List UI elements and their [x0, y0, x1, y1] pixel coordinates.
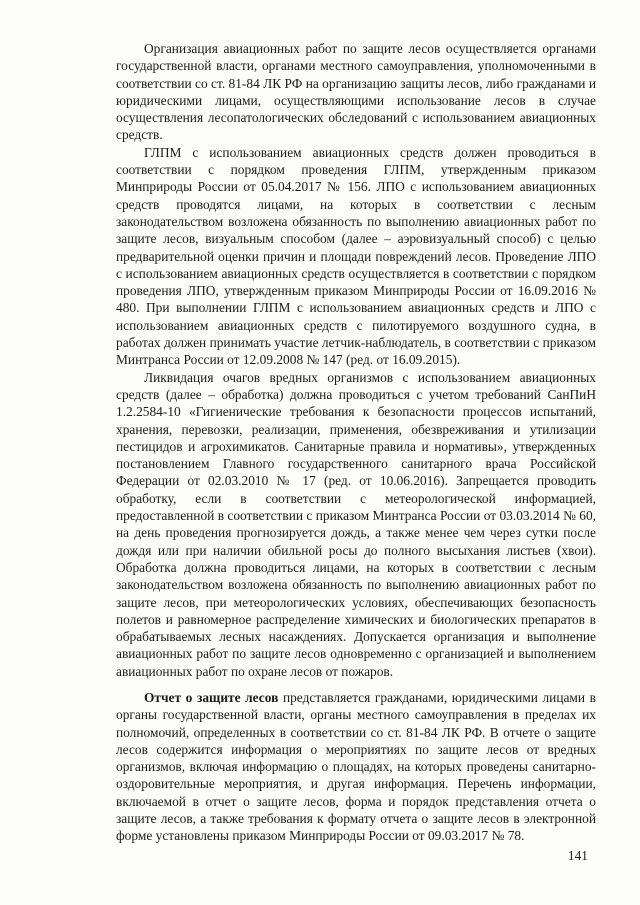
- paragraph-text: представляется гражданами, юридическими лицами в органы государственной власти, органы местного самоуправления в пределах их полномочий, определенных в соответствии со ст. 81-84 ЛК РФ. В отчете о защите лесов содержится информация о мероприятиях по защите лесов от вредных организмов, включая информацию о площадях, на которых проведены санитарно-оздоровительные мероприятия, и другая информация. Перечень информации, включаемой в отчет о защите лесов, форма и порядок представления отчета о защите лесов, а также требования к формату отчета о защите лесов в электронной форме установлены приказом Минприроды России от 09.03.2017 № 78.: [116, 689, 596, 844]
- paragraph-aviation-organization: [116, 40, 596, 144]
- paragraph-text: Организация авиационных работ по защите лесов осуществляется органами государственной власти, органами местного самоуправления, уполномоченными в соответствии со ст. 81-84 ЛК РФ на организацию защиты лесов, либо гражданами и юридическими лицами, осуществляющими использование лесов в случае осуществления лесопатологических обследований с использованием авиационных средств.: [116, 41, 596, 143]
- page-number: 141: [567, 848, 588, 863]
- paragraph-glpm: [116, 144, 596, 369]
- paragraph-forest-report: [116, 689, 596, 845]
- body-text: [116, 40, 596, 845]
- paragraph-text: Ликвидация очагов вредных организмов с использованием авиационных средств (далее – обработка) должна проводиться с учетом требований СанПиН 1.2.2584-10 «Гигиенические требования к безопасности процессов испытаний, хранения, перевозки, реализации, применения, обезвреживания и утилизации пестицидов и агрохимикатов. Санитарные правила и нормативы», утвержденных постановлением Главного государственного санитарного врача Российской Федерации от 02.03.2010 № 17 (ред. от 10.06.2016). Запрещается проводить обработку, если в соответствии с метеорологической информацией, предоставленной в соответствии с приказом Минтранса России от 03.03.2014 № 60, на день проведения прогнозируется дождь, а также менее чем через сутки после дождя или при наличии обильной росы до полного высыхания листьев (хвои). Обработка должна проводиться лицами, на которых в соответствии с лесным законодательством возложена обязанность по выполнению авиационных работ по защите лесов, при метеорологических условиях, обеспечивающих безопасность полетов и равномерное распределение химических и биологических препаратов в обрабатываемых лесных насаждениях. Допускается организация и выполнение авиационных работ по защите лесов одновременно с организацией и выполнением авиационных работ по охране лесов от пожаров.: [116, 369, 596, 679]
- report-term: Отчет о защите лесов: [144, 689, 279, 705]
- paragraph-text: ГЛПМ с использованием авиационных средств должен проводиться в соответствии с порядком проведения ГЛПМ, утвержденным приказом Минприроды России от 05.04.2017 № 156. ЛПО с использованием авиационных средств проводятся лицами, на которых в соответствии с лесным законодательством возложена обязанность по выполнению авиационных работ по защите лесов, визуальным способом (далее – аэровизуальный способ) с целью предварительной оценки причин и площади повреждений лесов. Проведение ЛПО с использованием авиационных средств осуществляется в соответствии с порядком проведения ЛПО, утвержденным приказом Минприроды России от 16.09.2016 № 480. При выполнении ГЛПМ с использованием авиационных средств и ЛПО с использованием авиационных средств с пилотируемого воздушного судна, в работах должен принимать участие летчик-наблюдатель, в соответствии с приказом Минтранса России от 12.09.2008 № 147 (ред. от 16.09.2015).: [116, 144, 596, 368]
- paragraph-treatment: [116, 369, 596, 680]
